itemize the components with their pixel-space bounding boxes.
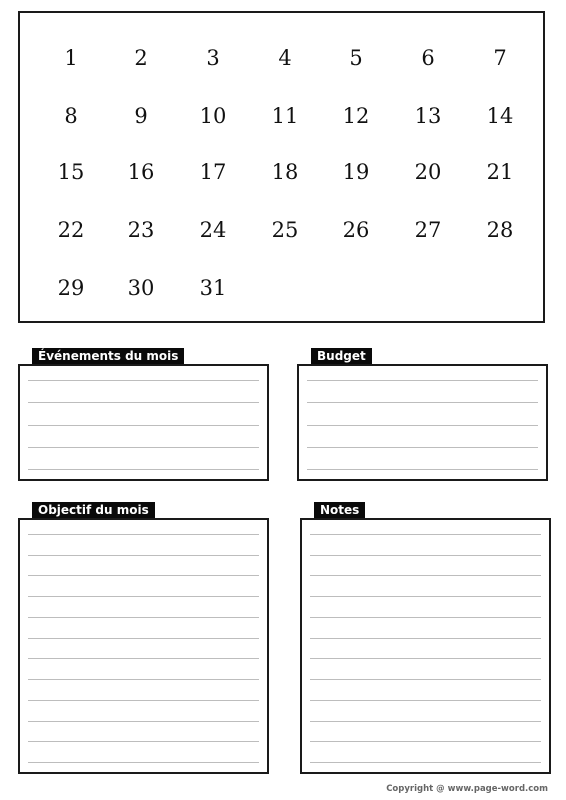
ruled-line xyxy=(28,425,259,426)
calendar-day: 30 xyxy=(127,276,155,300)
calendar-grid xyxy=(18,11,545,323)
ruled-line xyxy=(310,575,541,576)
calendar-day: 14 xyxy=(486,104,514,128)
calendar-day: 25 xyxy=(271,218,299,242)
calendar-day: 18 xyxy=(271,160,299,184)
calendar-day: 21 xyxy=(486,160,514,184)
calendar-day: 8 xyxy=(64,104,78,128)
ruled-line xyxy=(310,555,541,556)
ruled-line xyxy=(310,721,541,722)
calendar-day: 3 xyxy=(206,46,220,70)
ruled-line xyxy=(307,380,538,381)
calendar-day: 31 xyxy=(199,276,227,300)
ruled-line xyxy=(310,658,541,659)
events-section-title: Événements du mois xyxy=(32,348,184,364)
ruled-line xyxy=(28,762,259,763)
goal-lined-box xyxy=(18,518,269,774)
calendar-day: 23 xyxy=(127,218,155,242)
ruled-line xyxy=(28,658,259,659)
ruled-line xyxy=(310,596,541,597)
budget-section-title: Budget xyxy=(311,348,372,364)
ruled-line xyxy=(28,617,259,618)
ruled-line xyxy=(307,447,538,448)
ruled-line xyxy=(28,679,259,680)
calendar-day: 12 xyxy=(342,104,370,128)
calendar-day: 29 xyxy=(57,276,85,300)
ruled-line xyxy=(310,534,541,535)
ruled-line xyxy=(310,700,541,701)
calendar-day: 28 xyxy=(486,218,514,242)
calendar-day: 15 xyxy=(57,160,85,184)
calendar-day: 9 xyxy=(134,104,148,128)
notes-lined-box xyxy=(300,518,551,774)
budget-lined-box xyxy=(297,364,548,481)
calendar-day: 1 xyxy=(64,46,78,70)
calendar-day: 6 xyxy=(421,46,435,70)
ruled-line xyxy=(310,741,541,742)
calendar-day: 2 xyxy=(134,46,148,70)
ruled-line xyxy=(28,741,259,742)
calendar-day: 20 xyxy=(414,160,442,184)
calendar-day: 11 xyxy=(271,104,299,128)
goal-section-title: Objectif du mois xyxy=(32,502,155,518)
ruled-line xyxy=(28,402,259,403)
ruled-line xyxy=(28,555,259,556)
notes-section-title: Notes xyxy=(314,502,365,518)
ruled-line xyxy=(310,679,541,680)
calendar-day: 17 xyxy=(199,160,227,184)
calendar-day: 7 xyxy=(493,46,507,70)
ruled-line xyxy=(28,575,259,576)
ruled-line xyxy=(28,534,259,535)
ruled-line xyxy=(28,596,259,597)
ruled-line xyxy=(307,469,538,470)
calendar-day: 5 xyxy=(349,46,363,70)
calendar-day: 24 xyxy=(199,218,227,242)
ruled-line xyxy=(28,638,259,639)
calendar-day: 13 xyxy=(414,104,442,128)
ruled-line xyxy=(307,402,538,403)
ruled-line xyxy=(28,469,259,470)
ruled-line xyxy=(310,762,541,763)
ruled-line xyxy=(310,617,541,618)
ruled-line xyxy=(28,447,259,448)
ruled-line xyxy=(28,380,259,381)
calendar-day: 19 xyxy=(342,160,370,184)
ruled-line xyxy=(307,425,538,426)
ruled-line xyxy=(28,700,259,701)
calendar-day: 22 xyxy=(57,218,85,242)
copyright-text: Copyright @ www.page-word.com xyxy=(386,784,548,794)
calendar-day: 10 xyxy=(199,104,227,128)
calendar-day: 16 xyxy=(127,160,155,184)
calendar-day: 26 xyxy=(342,218,370,242)
calendar-day: 4 xyxy=(278,46,292,70)
ruled-line xyxy=(28,721,259,722)
events-lined-box xyxy=(18,364,269,481)
calendar-day: 27 xyxy=(414,218,442,242)
ruled-line xyxy=(310,638,541,639)
